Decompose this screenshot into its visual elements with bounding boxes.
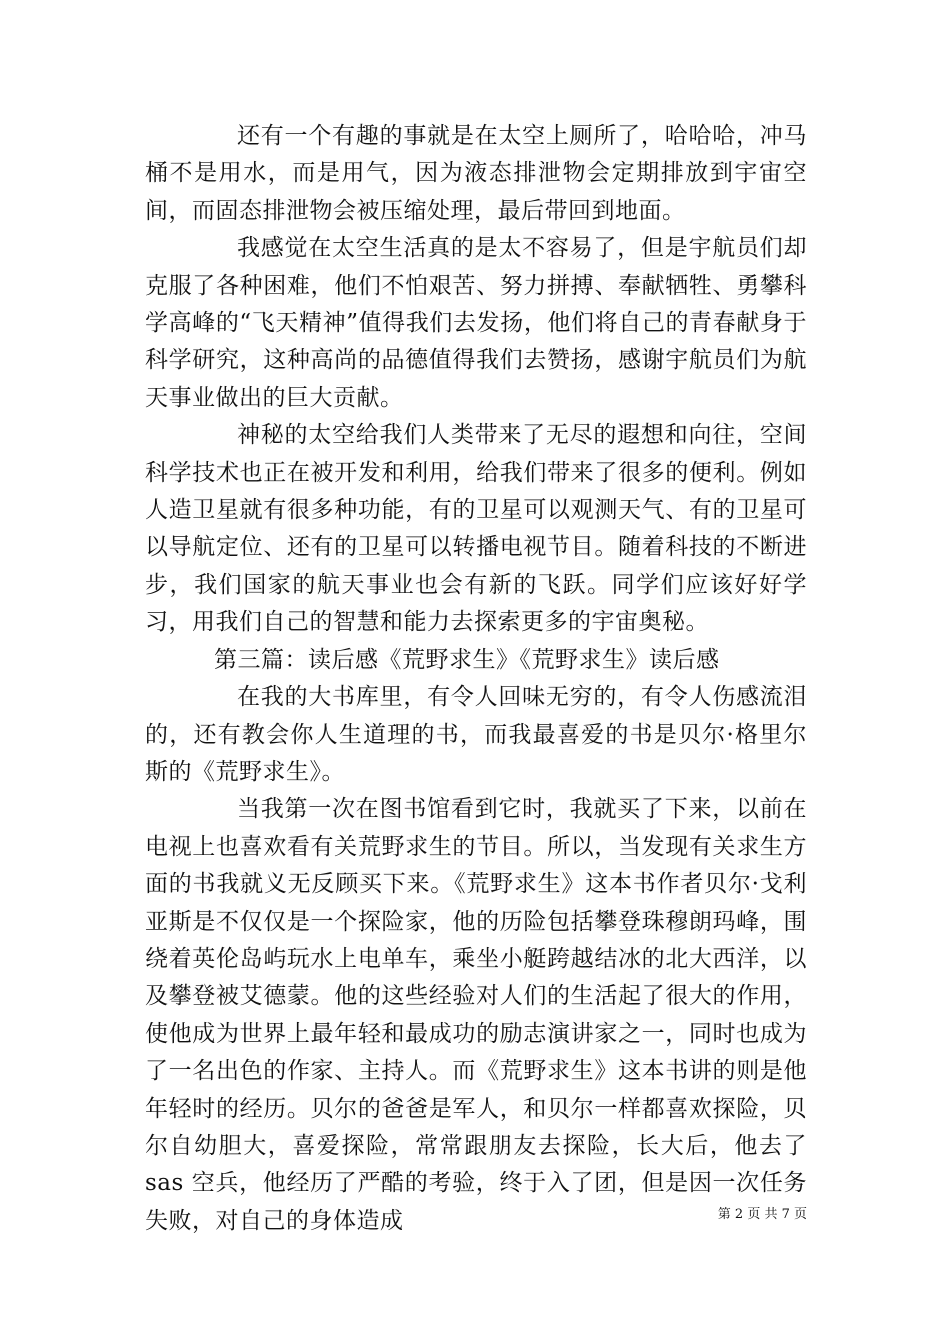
paragraph-toilet-in-space: 还有一个有趣的事就是在太空上厕所了，哈哈哈，冲马桶不是用水，而是用气，因为液态排泄物会定期排放到宇宙空间，而固态排泄物会被压缩处理，最后带回到地面。 — [145, 123, 807, 224]
page-footer: 第 2 页 共 7 页 — [717, 1207, 807, 1222]
paragraph-astronaut-spirit: 我感觉在太空生活真的是太不容易了，但是宇航员们却克服了各种困难，他们不怕艰苦、努力拼搏、奉献牺牲、勇攀科学高峰的“飞天精神”值得我们去发扬，他们将自己的青春献身于科学研究，这种高尚的品德值得我们去赞扬，感谢宇航员们为航天事业做出的巨大贡献。 — [145, 235, 807, 411]
paragraph-favorite-book: 在我的大书库里，有令人回味无穷的，有令人伤感流泪的，还有教会你人生道理的书，而我最喜爱的书是贝尔·格里尔斯的《荒野求生》。 — [145, 684, 807, 785]
section-heading: 第三篇：读后感《荒野求生》《荒野求生》读后感 — [214, 646, 720, 673]
document-page — [145, 118, 807, 1240]
paragraph-book-story: 当我第一次在图书馆看到它时，我就买了下来，以前在电视上也喜欢看有关荒野求生的节目。所以，当发现有关求生方面的书我就义无反顾买下来。《荒野求生》这本书作者贝尔·戈利亚斯是不仅仅是一个探险家，他的历险包括攀登珠穆朗玛峰，围绕着英伦岛屿玩水上电单车，乘坐小艇跨越结冰的北大西洋，以及攀登被艾德蒙。他的这些经验对人们的生活起了很大的作用，使他成为世界上最年轻和最成功的励志演讲家之一，同时也成为了一名出色的作家、主持人。而《荒野求生》这本书讲的则是他年轻时的经历。贝尔的爸爸是军人，和贝尔一样都喜欢探险，贝尔自幼胆大，喜爱探险，常常跟朋友去探险，长大后，他去了 sas 空兵，他经历了严酷的考验，终于入了团，但是因一次任务失败，对自己的身体造成 — [145, 796, 807, 1234]
paragraph-space-technology: 神秘的太空给我们人类带来了无尽的遐想和向往，空间科学技术也正在被开发和利用，给我们带来了很多的便利。例如人造卫星就有很多种功能，有的卫星可以观测天气、有的卫星可以导航定位、还有的卫星可以转播电视节目。随着科技的不断进步，我们国家的航天事业也会有新的飞跃。同学们应该好好学习，用我们自己的智慧和能力去探索更多的宇宙奥秘。 — [145, 422, 807, 636]
